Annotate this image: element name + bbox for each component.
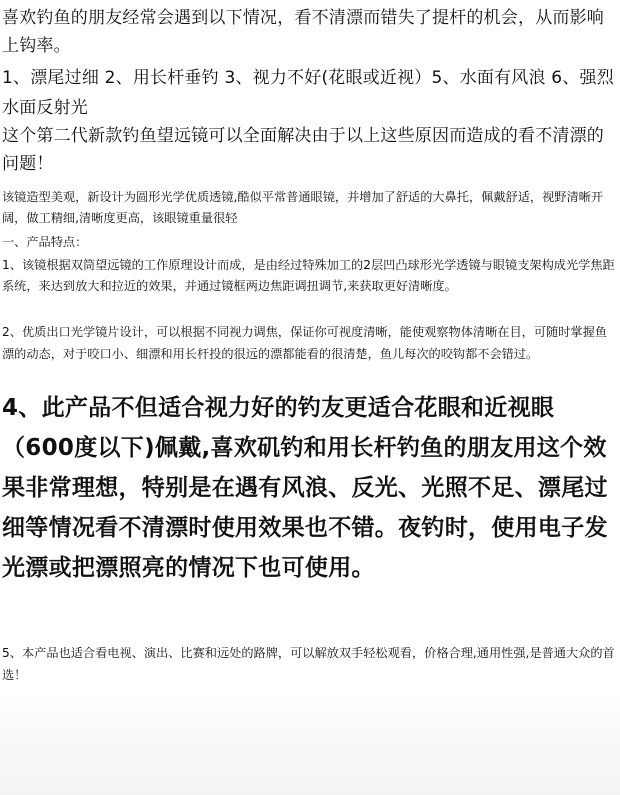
feature-1-paragraph: 1、该镜根据双筒望远镜的工作原理设计而成，是由经过特殊加工的2层凹凸球形光学透镜与眼镜支架构成光学焦距系统，来达到放大和拉近的效果，并通过镜框两边焦距调扭调节,来获取更好清晰度。: [2, 258, 615, 293]
design-paragraph: 该镜造型美观，新设计为圆形光学优质透镜,酷似平常普通眼镜，并增加了舒适的大鼻托，佩戴舒适，视野清晰开阔，做工精细,清晰度更高，该眼镜重量很轻: [2, 190, 604, 225]
feature-4-paragraph: 4、此产品不但适合视力好的钓友更适合花眼和近视眼（600度以下)佩戴,喜欢矶钓和用长杆钓鱼的朋友用这个效果非常理想，特别是在遇有风浪、反光、光照不足、漂尾过细等情况看不清漂时使用效果也不错。夜钓时，使用电子发光漂或把漂照亮的情况下也可使用。: [2, 395, 608, 581]
feature-5-paragraph: 5、本产品也适合看电视、演出、比赛和远处的路牌，可以解放双手轻松观看，价格合理,通用性强,是普通大众的首选！: [2, 646, 615, 682]
issues-paragraph: 1、漂尾过细 2、用长杆垂钓 3、视力不好(花眼或近视）5、水面有风浪 6、强烈水面反射光: [2, 68, 614, 118]
feature-2-paragraph: 2、优质出口光学镜片设计，可以根据不同视力调焦，保证你可视度清晰，能使观察物体清晰在目，可随时掌握鱼漂的动态，对于咬口小、细漂和用长杆投的很远的漂都能看的很清楚，鱼儿每次的咬钩都不会错过。: [2, 325, 607, 361]
intro-paragraph: 喜欢钓鱼的朋友经常会遇到以下情况，看不清漂而错失了提杆的机会，从而影响上钩率。: [2, 8, 604, 56]
bottom-fade-area: [0, 690, 620, 795]
solution-paragraph: 这个第二代新款钓鱼望远镜可以全面解决由于以上这些原因而造成的看不清漂的问题！: [2, 126, 604, 174]
features-heading: 一、产品特点：: [2, 235, 88, 249]
